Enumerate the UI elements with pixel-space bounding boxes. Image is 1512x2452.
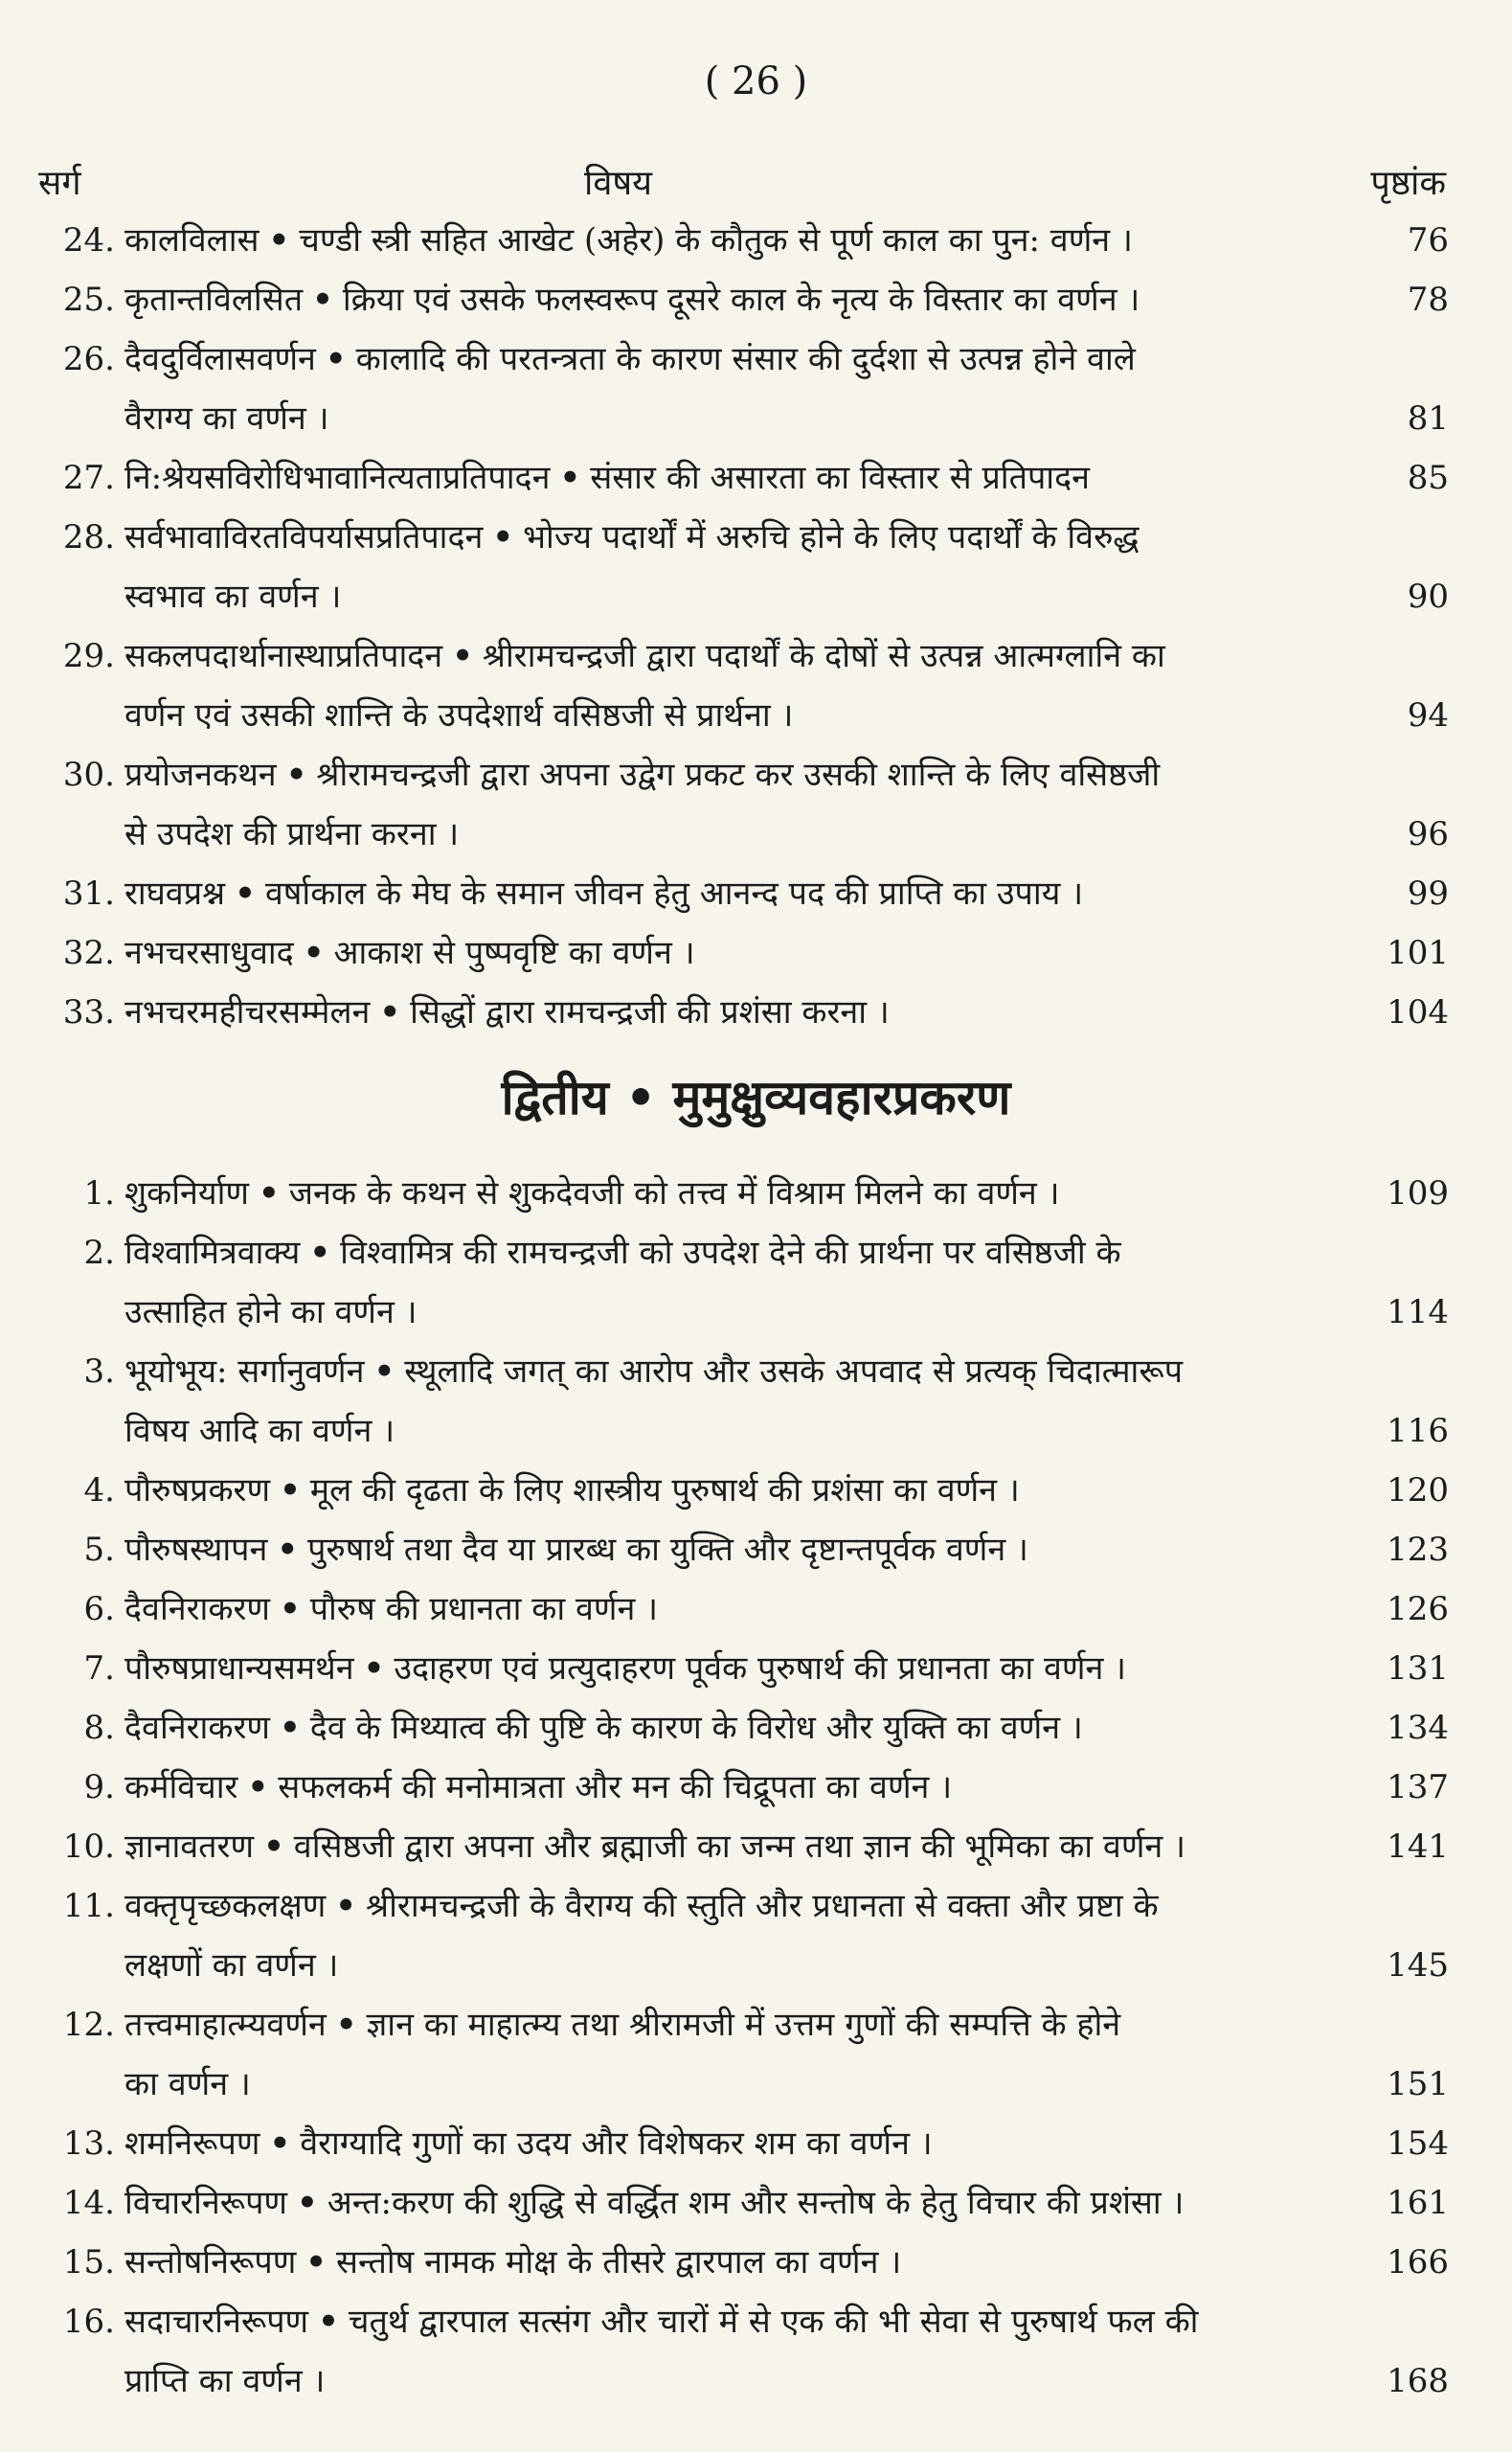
contents-entry (0, 1876, 1512, 1995)
entry-line (124, 805, 1302, 864)
entry-description: वैराग्य का वर्णन । (124, 399, 329, 438)
entry-line (124, 1342, 1302, 1401)
entry-title: भूयोभूय: सर्गानुवर्णन (124, 1352, 365, 1391)
entry-text (124, 1639, 1302, 1698)
entry-title: कालविलास (124, 221, 260, 260)
entry-description: प्राप्ति का वर्णन । (124, 2362, 326, 2400)
entry-description: वर्णन एवं उसकी शान्ति के उपदेशार्थ वसिष्ठजी से प्रार्थना । (124, 696, 794, 735)
contents-entry (0, 1223, 1512, 1342)
entry-description: विश्वामित्र की रामचन्द्रजी को उपदेश देने की प्रार्थना पर वसिष्ठजी के (340, 1234, 1121, 1272)
entry-title: सन्तोषनिरूपण (124, 2243, 297, 2282)
entry-line (124, 983, 1302, 1042)
entry-text (124, 745, 1302, 864)
contents-entry (0, 1698, 1512, 1758)
entry-number: 26. (62, 340, 115, 378)
bullet-dot: • (305, 2243, 327, 2282)
entry-number: 28. (62, 518, 115, 556)
entry-number: 25. (62, 281, 115, 319)
page-number: ( 26 ) (704, 59, 808, 103)
entry-number: 9. (83, 1768, 115, 1806)
entry-number: 8. (83, 1709, 115, 1747)
entry-page-number: 145 (1387, 1946, 1449, 1985)
contents-entry (0, 1461, 1512, 1520)
entry-description: पौरुष की प्रधानता का वर्णन । (309, 1590, 659, 1628)
entry-number: 5. (83, 1531, 115, 1569)
entry-title: नि:श्रेयसविरोधिभावानित्यताप्रतिपादन (124, 459, 551, 497)
entry-text (124, 1223, 1302, 1342)
entry-line (124, 626, 1302, 686)
entry-text (124, 270, 1302, 329)
entry-number: 2. (83, 1234, 115, 1272)
contents-entry (0, 923, 1512, 983)
entry-page-number: 131 (1387, 1649, 1449, 1688)
bullet-dot: • (303, 934, 325, 972)
contents-entry (0, 2233, 1512, 2292)
entry-text (124, 1342, 1302, 1461)
entry-description: श्रीरामचन्द्रजी के वैराग्य की स्तुति और प्रधानता से वक्ता और प्रष्टा के (366, 1887, 1159, 1925)
entry-page-number: 90 (1407, 578, 1449, 616)
entry-line (124, 1461, 1302, 1520)
entry-line (124, 1401, 1302, 1461)
bullet-dot: • (335, 1887, 357, 1925)
contents-section-2 (0, 1164, 1512, 2411)
entry-title: नभचरमहीचरसम्मेलन (124, 993, 371, 1032)
contents-entry (0, 1520, 1512, 1579)
entry-title: प्रयोजनकथन (124, 756, 277, 794)
entry-title: पौरुषस्थापन (124, 1531, 268, 1569)
entry-number: 10. (62, 1828, 115, 1866)
entry-title: ज्ञानावतरण (124, 1828, 255, 1866)
bullet-dot: • (559, 459, 581, 497)
contents-entry (0, 2173, 1512, 2233)
entry-number: 24. (62, 221, 115, 260)
contents-entry (0, 864, 1512, 923)
entry-text (124, 1995, 1302, 2114)
entry-text (124, 983, 1302, 1042)
entry-page-number: 94 (1407, 696, 1449, 735)
contents-entry (0, 211, 1512, 270)
entry-line (124, 270, 1302, 329)
entry-description: ज्ञान का माहात्म्य तथा श्रीरामजी में उत्तम गुणों की सम्पत्ति के होने (366, 2006, 1121, 2044)
bullet-dot: • (312, 281, 333, 319)
entry-title: पौरुषप्राधान्यसमर्थन (124, 1649, 354, 1688)
entry-page-number: 134 (1387, 1709, 1449, 1747)
entry-title: वक्तृपृच्छकलक्षण (124, 1887, 327, 1925)
entry-text (124, 864, 1302, 923)
entry-description: वसिष्ठजी द्वारा अपना और ब्रह्माजी का जन्म तथा ज्ञान की भूमिका का वर्णन । (293, 1828, 1185, 1866)
entry-line (124, 1164, 1302, 1223)
bullet-dot: • (318, 2303, 339, 2341)
entry-title: दैवनिराकरण (124, 1590, 270, 1628)
entry-description: सफलकर्म की मनोमात्रता और मन की चिद्रूपता का वर्णन । (278, 1768, 953, 1806)
entry-page-number: 168 (1387, 2362, 1449, 2400)
entry-title: राघवप्रश्न (124, 874, 226, 913)
entry-description: वैराग्यादि गुणों का उदय और विशेषकर शम का वर्णन । (300, 2124, 933, 2163)
entry-number: 13. (62, 2124, 115, 2163)
entry-description: अन्त:करण की शुद्धि से वर्द्धित शम और सन्तोष के हेतु विचार की प्रशंसा । (327, 2184, 1185, 2222)
entry-line (124, 2233, 1302, 2292)
entry-description: कालादि की परतन्त्रता के कारण संसार की दुर्दशा से उत्पन्न होने वाले (355, 340, 1136, 378)
entry-line (124, 211, 1302, 270)
entry-page-number: 123 (1387, 1531, 1449, 1569)
entry-page-number: 81 (1407, 399, 1449, 438)
bullet-dot: • (259, 1174, 280, 1213)
contents-entry (0, 1995, 1512, 2114)
entry-line (124, 448, 1302, 508)
entry-description: सिद्धों द्वारा रामचन्द्रजी की प्रशंसा करना । (410, 993, 890, 1032)
contents-entry (0, 1342, 1512, 1461)
bullet-dot: • (285, 756, 307, 794)
entry-text (124, 2233, 1302, 2292)
entry-line (124, 567, 1302, 626)
entry-title: सकलपदार्थानास्थाप्रतिपादन (124, 637, 443, 675)
entry-number: 33. (62, 993, 115, 1032)
entry-description: श्रीरामचन्द्रजी द्वारा अपना उद्वेग प्रकट कर उसकी शान्ति के लिए वसिष्ठजी (316, 756, 1161, 794)
entry-text (124, 1876, 1302, 1995)
entry-number: 12. (62, 2006, 115, 2044)
entry-title: कर्मविचार (124, 1768, 238, 1806)
entry-page-number: 137 (1387, 1768, 1449, 1806)
entry-line (124, 2351, 1302, 2411)
bullet-dot: • (452, 637, 473, 675)
contents-entry (0, 1758, 1512, 1817)
contents-entry (0, 2292, 1512, 2411)
bullet-dot: • (279, 1709, 301, 1747)
header-vishay: विषय (584, 164, 653, 203)
bullet-dot: • (325, 340, 347, 378)
entry-page-number: 109 (1387, 1174, 1449, 1213)
entry-description: विषय आदि का वर्णन । (124, 1412, 395, 1450)
entry-title: शुकनिर्याण (124, 1174, 250, 1213)
bullet-dot: • (269, 2124, 291, 2163)
entry-title: शमनिरूपण (124, 2124, 260, 2163)
entry-line (124, 1876, 1302, 1936)
entry-page-number: 120 (1387, 1471, 1449, 1510)
entry-line (124, 2055, 1302, 2114)
entry-line (124, 1639, 1302, 1698)
bullet-dot: • (373, 1352, 395, 1391)
entry-number: 32. (62, 934, 115, 972)
entry-text (124, 2173, 1302, 2233)
entry-page-number: 161 (1387, 2184, 1449, 2222)
entry-description: सन्तोष नामक मोक्ष के तीसरे द्वारपाल का वर्णन । (336, 2243, 902, 2282)
entry-line (124, 864, 1302, 923)
entry-number: 6. (83, 1590, 115, 1628)
entry-text (124, 2292, 1302, 2411)
entry-line (124, 508, 1302, 567)
entry-line (124, 389, 1302, 448)
entry-description: उदाहरण एवं प्रत्युदाहरण पूर्वक पुरुषार्थ की प्रधानता का वर्णन । (394, 1649, 1127, 1688)
contents-entry (0, 508, 1512, 626)
entry-description: से उपदेश की प्रार्थना करना । (124, 815, 460, 853)
entry-description: वर्षाकाल के मेघ के समान जीवन हेतु आनन्द पद की प्राप्ति का उपाय । (264, 874, 1084, 913)
entry-page-number: 154 (1387, 2124, 1449, 2163)
entry-number: 27. (62, 459, 115, 497)
entry-text (124, 1461, 1302, 1520)
entry-description: लक्षणों का वर्णन । (124, 1946, 339, 1985)
contents-entry (0, 983, 1512, 1042)
contents-section-1 (0, 211, 1512, 1042)
entry-number: 31. (62, 874, 115, 913)
entry-line (124, 1936, 1302, 1995)
entry-page-number: 96 (1407, 815, 1449, 853)
entry-text (124, 1579, 1302, 1639)
entry-page-number: 141 (1387, 1828, 1449, 1866)
entry-line (124, 1579, 1302, 1639)
entry-page-number: 166 (1387, 2243, 1449, 2282)
contents-entry (0, 1579, 1512, 1639)
entry-description: क्रिया एवं उसके फलस्वरूप दूसरे काल के नृत्य के विस्तार का वर्णन । (342, 281, 1140, 319)
entry-line (124, 2292, 1302, 2351)
entry-line (124, 1520, 1302, 1579)
entry-text (124, 2114, 1302, 2173)
entry-description: श्रीरामचन्द्रजी द्वारा पदार्थों के दोषों से उत्पन्न आत्मग्लानि का (482, 637, 1165, 675)
entry-title: दैवदुर्विलासवर्णन (124, 340, 316, 378)
entry-page-number: 76 (1407, 221, 1449, 260)
entry-line (124, 2114, 1302, 2173)
bullet-dot: • (247, 1768, 269, 1806)
entry-line (124, 1817, 1302, 1876)
entry-page-number: 126 (1387, 1590, 1449, 1628)
entry-description: जनक के कथन से शुकदेवजी को तत्त्व में विश्राम मिलने का वर्णन । (288, 1174, 1060, 1213)
entry-number: 30. (62, 756, 115, 794)
bullet-dot: • (297, 2184, 318, 2222)
contents-entry (0, 270, 1512, 329)
contents-entry (0, 745, 1512, 864)
entry-line (124, 1283, 1302, 1342)
entry-page-number: 116 (1387, 1412, 1449, 1450)
entry-description: पुरुषार्थ तथा दैव या प्रारब्ध का युक्ति और दृष्टान्तपूर्वक वर्णन । (307, 1531, 1028, 1569)
entry-line (124, 923, 1302, 983)
entry-description: मूल की दृढता के लिए शास्त्रीय पुरुषार्थ की प्रशंसा का वर्णन । (309, 1471, 1020, 1510)
entry-text (124, 1698, 1302, 1758)
entry-description: भोज्य पदार्थों में अरुचि होने के लिए पदार्थों के विरुद्ध (523, 518, 1140, 556)
entry-line (124, 1995, 1302, 2055)
entry-number: 29. (62, 637, 115, 675)
entry-title: सदाचारनिरूपण (124, 2303, 309, 2341)
contents-entry (0, 626, 1512, 745)
entry-number: 4. (83, 1471, 115, 1510)
entry-text (124, 508, 1302, 626)
entry-number: 3. (83, 1352, 115, 1391)
entry-text (124, 923, 1302, 983)
contents-entry (0, 1164, 1512, 1223)
bullet-dot: • (279, 1590, 301, 1628)
entry-number: 7. (83, 1649, 115, 1688)
entry-page-number: 114 (1387, 1293, 1449, 1331)
entry-number: 15. (62, 2243, 115, 2282)
bullet-dot: • (263, 1828, 284, 1866)
entry-title: नभचरसाधुवाद (124, 934, 294, 972)
entry-text (124, 626, 1302, 745)
entry-description: चतुर्थ द्वारपाल सत्संग और चारों में से एक की भी सेवा से पुरुषार्थ फल की (348, 2303, 1199, 2341)
entry-line (124, 329, 1302, 389)
entry-page-number: 101 (1387, 934, 1449, 972)
entry-title: सर्वभावाविरतविपर्यासप्रतिपादन (124, 518, 484, 556)
header-sarg: सर्ग (38, 164, 81, 203)
entry-text (124, 1164, 1302, 1223)
entry-description: स्वभाव का वर्णन । (124, 578, 342, 616)
contents-entry (0, 2114, 1512, 2173)
entry-title: तत्त्वमाहात्म्यवर्णन (124, 2006, 327, 2044)
bullet-dot: • (363, 1649, 385, 1688)
bullet-dot: • (277, 1531, 299, 1569)
contents-entry (0, 1639, 1512, 1698)
entry-text (124, 1758, 1302, 1817)
entry-line (124, 2173, 1302, 2233)
entry-description: चण्डी स्त्री सहित आखेट (अहेर) के कौतुक से पूर्ण काल का पुन: वर्णन । (299, 221, 1133, 260)
entry-line (124, 745, 1302, 805)
entry-title: पौरुषप्रकरण (124, 1471, 271, 1510)
entry-line (124, 1758, 1302, 1817)
entry-title: दैवनिराकरण (124, 1709, 270, 1747)
entry-title: विचारनिरूपण (124, 2184, 287, 2222)
bullet-dot: • (335, 2006, 357, 2044)
entry-number: 14. (62, 2184, 115, 2222)
contents-entry (0, 448, 1512, 508)
entry-page-number: 104 (1387, 993, 1449, 1032)
bullet-dot: • (309, 1234, 331, 1272)
entry-text (124, 448, 1302, 508)
contents-entry (0, 1817, 1512, 1876)
entry-page-number: 99 (1407, 874, 1449, 913)
entry-page-number: 78 (1407, 281, 1449, 319)
contents-entry (0, 329, 1512, 448)
bullet-dot: • (379, 993, 401, 1032)
entry-text (124, 1520, 1302, 1579)
entry-line (124, 1223, 1302, 1283)
header-page: पृष्ठांक (1370, 164, 1446, 203)
part-heading: द्वितीय • मुमुक्षुव्यवहारप्रकरण (501, 1069, 1011, 1125)
entry-text (124, 1817, 1302, 1876)
entry-line (124, 686, 1302, 745)
entry-page-number: 151 (1387, 2065, 1449, 2103)
bullet-dot: • (492, 518, 514, 556)
entry-description: दैव के मिथ्यात्व की पुष्टि के कारण के विरोध और युक्ति का वर्णन । (309, 1709, 1083, 1747)
entry-description: उत्साहित होने का वर्णन । (124, 1293, 417, 1331)
entry-description: स्थूलादि जगत् का आरोप और उसके अपवाद से प्रत्यक् चिदात्मारूप (404, 1352, 1184, 1391)
table-header (38, 158, 1446, 206)
entry-number: 11. (62, 1887, 115, 1925)
entry-text (124, 329, 1302, 448)
entry-title: विश्वामित्रवाक्य (124, 1234, 301, 1272)
bullet-dot: • (268, 221, 290, 260)
entry-page-number: 85 (1407, 459, 1449, 497)
entry-number: 1. (83, 1174, 115, 1213)
entry-line (124, 1698, 1302, 1758)
entry-title: कृतान्तविलसित (124, 281, 304, 319)
bullet-dot: • (280, 1471, 301, 1510)
entry-description: आकाश से पुष्पवृष्टि का वर्णन । (333, 934, 695, 972)
entry-description: संसार की असारता का विस्तार से प्रतिपादन (590, 459, 1091, 497)
entry-description: का वर्णन । (124, 2065, 251, 2103)
entry-number: 16. (62, 2303, 115, 2341)
entry-text (124, 211, 1302, 270)
bullet-dot: • (235, 874, 256, 913)
